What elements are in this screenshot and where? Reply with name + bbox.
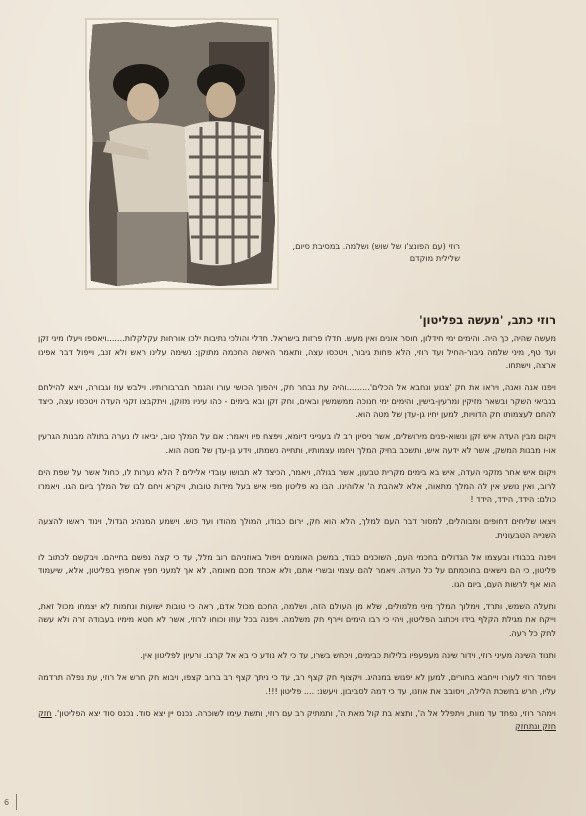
page-divider (16, 794, 17, 810)
paragraph: ויקום מבין העדה איש זקן ונשוא-פנים מירושלים, אשר ניסיון רב לו בענייני דיומא, ויפצח פיו ויאמר: אם על המלך טוב, יביאו לו נערה בתולה מבנות הגרעין או-ו מבנות המשק, אשר לא ידעה איש, ותשכב בחיק המלך ויחמו עצמותיו, ותחייה נשמתו, וידע גן-עדן של מטה הוא. (38, 431, 556, 455)
page-number: 6 (4, 798, 10, 807)
closing-paragraph (38, 707, 556, 734)
closing-text: וימהר רוזי, נפחד עד מוות, ויתפלל אל ה', ותצא בת קול מאת ה', ותמתיק רב עם רוזי, ותשת עימו לשוכרה. נכנס יין יצא סוד. נכנס סוד יצא הפליטון'. (54, 707, 556, 718)
article-title: רוזי כתב, 'מעשה בפליטון' (419, 313, 556, 327)
paragraph: ויפנו אנה ואנה, ויראו את חק 'צנוע ונחבא אל הכלים'.........והיה עת נבחר חק, ויהפוך הכושי עורו והנמר חברבורותיו. וילבש עוז וגבורה, ויצא להילחם בנביאי השקר ובשאר מזיקין ומרעין-בישין, והימים ימי חנוכה ממשמשין ובאים, וחק זקן ובא בימים - כהו עיניו מזוקן, ויתקבצו זקני העדה ויטכסו עצה, כיצד להחם לעצמותו חק הדוויות, למען יחיו גן-עדן של מטה הוא. (38, 382, 556, 420)
paragraph: ותעלה השמש, ותרד, וימלוך המלך מיני מלמולים, שלא מן העולם הזה, ושלמה, החכם מכול אדם, ראה כי טובות ישועות ונחמות לא יצמחו מכול זאת, וייקח את מגילת הקלף בידו ויכתוב הפליטון, ויהי כי רבו הימים ויירף חק משלמה. ויפנה בכל עוזו וכוחו לרוזי, אשר לא חטא מימיו בעבודה זרה ולא עשה לחק כל רעה. (38, 600, 556, 639)
paragraph: ותנוד השינה מעיני רוזי, וידור שינה מעפעפיו בלילות כבימים, ויכחש בשרו, עד כי לא נודע כי בא אל קרבו. ורעיון לפליטון אין. (140, 650, 556, 661)
photo (89, 22, 275, 286)
closing-motto: חזק חזק ונתחזק (38, 707, 556, 732)
photo-caption: רוזי (עם הפונצ'ו של שוש) ושלמה. במסיבת סיום, שלילית מוקדם (292, 241, 460, 263)
article (38, 313, 556, 742)
photo-frame (85, 18, 279, 290)
paragraph: ויקום איש אחר מזקני העדה, איש בא בימים מקרית טבעון, אשר בגולה, ויאמר, הכיצד לא תבושו עובדי אלילים ? הלא נערות לו, כחול אשר על שפת הים לרוב, ואין נושע אין לה המלך מתאוה, אלא לאהבת ה' אלוהינו. הבו נא פליטון מפי איש בעל מידות טובות, ויקרא ויחם לבו של המלך ביום הגו. ויאמרו כולם: הידד, הידד, הידד ! (38, 466, 556, 505)
photo-illustration (89, 22, 275, 286)
paragraph: ויפנה בכבודו ובעצמו אל הגדולים בחכמי העם, השוכנים כבוד, במשכן האומנים ויפול באוזניהם רוב מלל, עד כי קצה נפשם בחייהם. ויבקשם לכתוב לו פליטון, כי הם נישאים בחוכמתם על כל העדה. ויאמר להם עצמי ובשרי אתם, ולא אכחד מכם מאומה, לא אך למעני חפץ אחפוץ בפליטון, אלא, שיעמוד הוא אף לרשות העם, ביום הגו. (38, 551, 556, 589)
paragraph: מעשה שהיה, כך היה. והימים ימי חידלון, חוסר אונים ואין מעש. חדלו פרזות בישראל. חדלי והולכי נתיבות ילכו אורחות עקלקלות.......ויאספו ויעלו מיני זקן ועד טף, מיני שלמה גיבור-החיל ועד רוזי, הלא פחות גיבור, ויטכסו עצה, ותאמר האישה החכמה מתוקן: נשימה עלינו ראש ולא זנב, וייפול דבר אפינו ארצה, וישתחו. (38, 333, 556, 371)
paragraph: ויצאו שליחים דחופים ומבוהלים, למסור דבר העם למלך, הלא הוא חק, ירום כבודו, המולך מהודו ועד כוש. וישמע המנהיג הגדול, וינוד ראשו להצעה השנייה הטבעונית. (38, 516, 556, 540)
paragraph: ויפחד רוזי לעורו וייחבא בחורים, למען לא יפגוש במנהיג. ויקצוף חק קצף רב, עד כי ניתך קצף רב ברוב קצפו, ויבוא חק חרש אל רוזי, עת נפלה תרדמה עליו, חרש בחשכת הלילה, ויסובב את אוזנו, עד כי דמה לסביבון. ויעשנ: .... פליטון !!!. (38, 672, 556, 696)
